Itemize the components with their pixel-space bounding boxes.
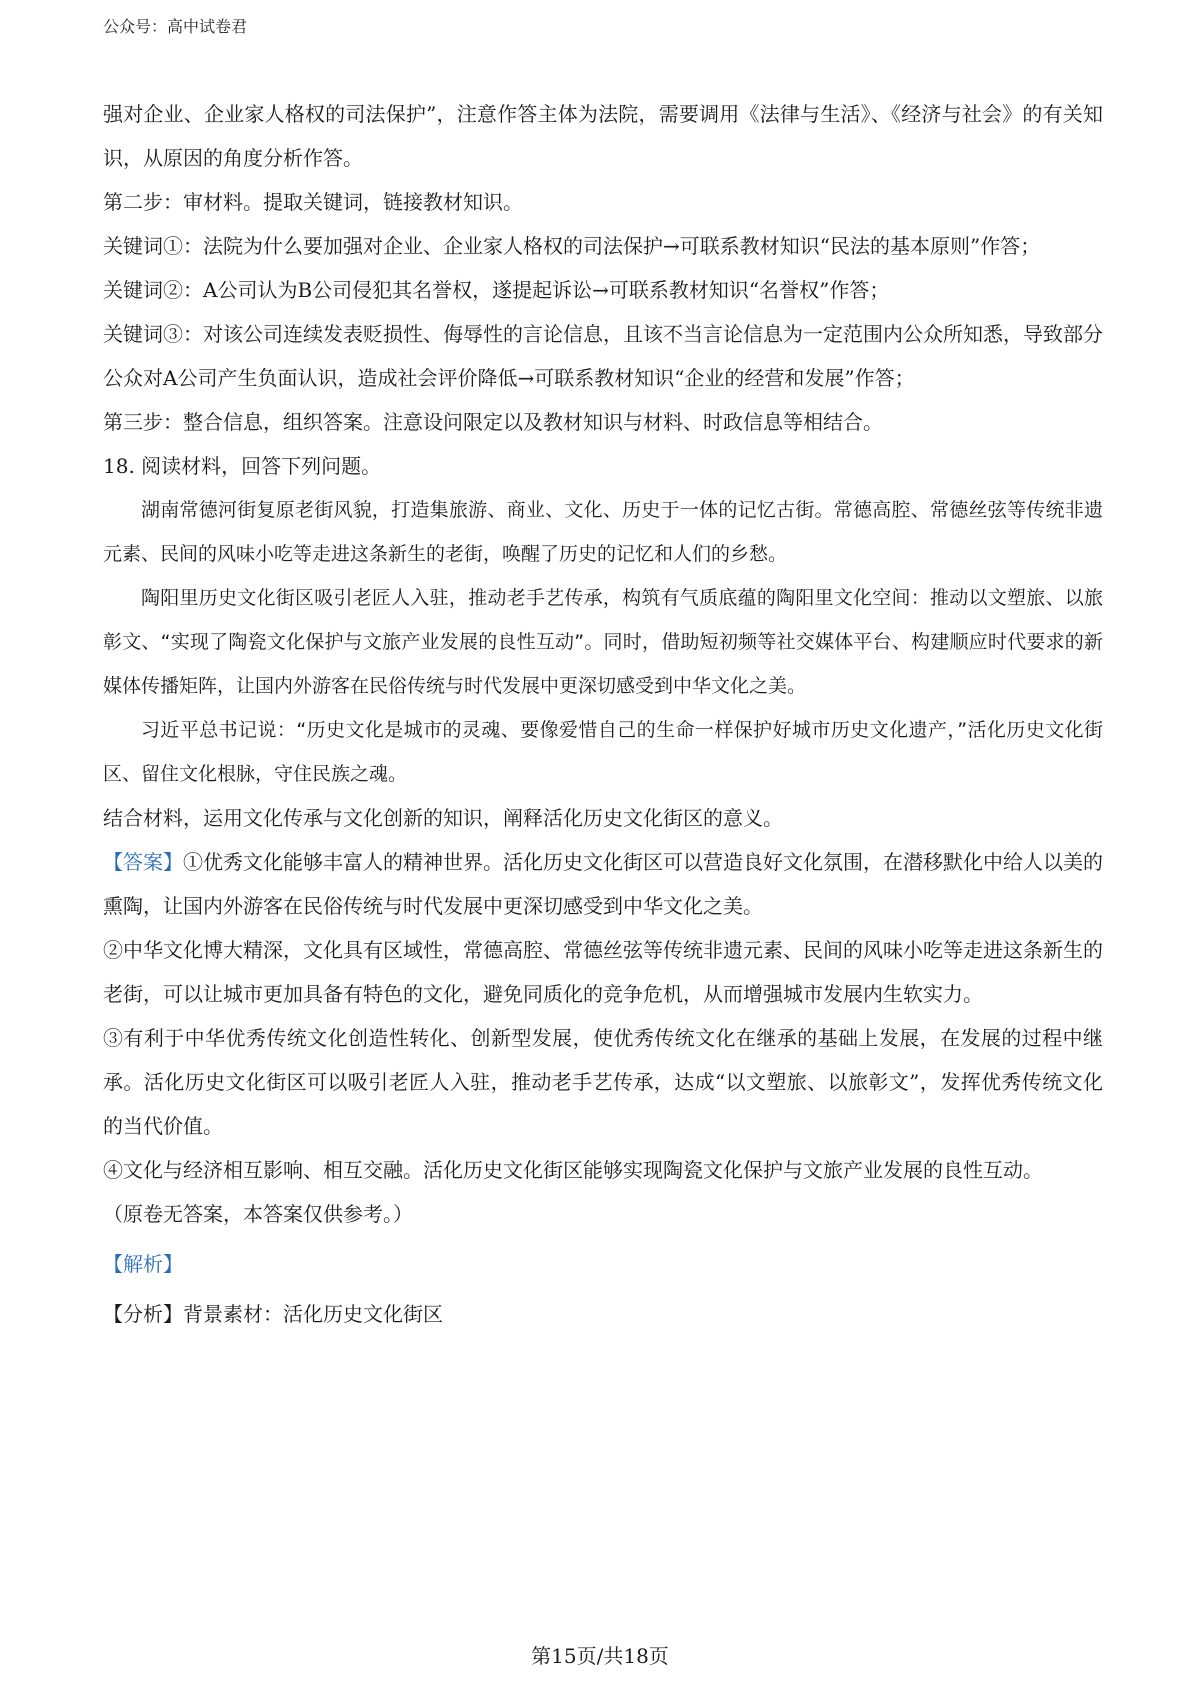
document-body: [103, 92, 1103, 1336]
analysis-step-2: 第二步：审材料。提取关键词，链接教材知识。: [103, 190, 523, 214]
material-paragraph-1: 湖南常德河街复原老街风貌，打造集旅游、商业、文化、历史于一体的记忆古街。常德高腔、常德丝弦等传统非遗元素、民间的风味小吃等走进这条新生的老街，唤醒了历史的记忆和人们的乡愁。: [103, 499, 1103, 565]
question-18-stem: 18. 阅读材料，回答下列问题。: [103, 454, 382, 478]
answer-note: （原卷无答案，本答案仅供参考。）: [103, 1202, 413, 1226]
page-number: 第15页/共18页: [531, 1644, 669, 1668]
analysis-tag: 【解析】: [103, 1252, 183, 1276]
analysis-heading: [103, 1242, 1103, 1286]
keyword-3: 关键词③：对该公司连续发表贬损性、侮辱性的言论信息，且该不当言论信息为一定范围内公众所知悉，导致部分公众对A公司产生负面认识，造成社会评价降低→可联系教材知识“企业的经营和发展”作答；: [103, 322, 1103, 390]
answer-3: ③有利于中华优秀传统文化创造性转化、创新型发展，使优秀传统文化在继承的基础上发展，在发展的过程中继承。活化历史文化街区可以吸引老匠人入驻，推动老手艺传承，达成“以文塑旅、以旅彰文”，发挥优秀传统文化的当代价值。: [103, 1026, 1103, 1138]
fenxi-text: 背景素材：活化历史文化街区: [183, 1302, 443, 1326]
answer-tag: 【答案】: [103, 850, 183, 874]
keyword-2: 关键词②：A公司认为B公司侵犯其名誉权，遂提起诉讼→可联系教材知识“名誉权”作答；: [103, 278, 890, 302]
answer-1: [103, 840, 1103, 928]
answer-4: ④文化与经济相互影响、相互交融。活化历史文化街区能够实现陶瓷文化保护与文旅产业发展的良性互动。: [103, 1158, 1043, 1182]
fenxi-tag: 【分析】: [103, 1302, 183, 1326]
question-18-prompt: 结合材料，运用文化传承与文化创新的知识，阐释活化历史文化街区的意义。: [103, 806, 783, 830]
answer-1-text: ①优秀文化能够丰富人的精神世界。活化历史文化街区可以营造良好文化氛围，在潜移默化中给人以美的熏陶，让国内外游客在民俗传统与时代发展中更深切感受到中华文化之美。: [103, 850, 1103, 918]
analysis-fenxi: [103, 1292, 1103, 1336]
keyword-1: 关键词①：法院为什么要加强对企业、企业家人格权的司法保护→可联系教材知识“民法的基本原则”作答；: [103, 234, 1041, 258]
material-paragraph-2: 陶阳里历史文化街区吸引老匠人入驻，推动老手艺传承，构筑有气质底蕴的陶阳里文化空间：推动以文塑旅、以旅彰文、“实现了陶瓷文化保护与文旅产业发展的良性互动”。同时，借助短初频等社交媒体平台、构建顺应时代要求的新媒体传播矩阵，让国内外游客在民俗传统与时代发展中更深切感受到中华文化之美。: [103, 587, 1103, 697]
material-paragraph-3: 习近平总书记说：“历史文化是城市的灵魂、要像爱惜自己的生命一样保护好城市历史文化遗产，”活化历史文化街区、留住文化根脉，守住民族之魂。: [103, 719, 1103, 785]
source-header: 公众号：高中试卷君: [103, 17, 248, 36]
analysis-continuation: 强对企业、企业家人格权的司法保护”，注意作答主体为法院，需要调用《法律与生活》、《经济与社会》的有关知识，从原因的角度分析作答。: [103, 102, 1103, 170]
answer-2: ②中华文化博大精深，文化具有区域性，常德高腔、常德丝弦等传统非遗元素、民间的风味小吃等走进这条新生的老街，可以让城市更加具备有特色的文化，避免同质化的竞争危机，从而增强城市发展内生软实力。: [103, 938, 1103, 1006]
analysis-step-3: 第三步：整合信息，组织答案。注意设问限定以及教材知识与材料、时政信息等相结合。: [103, 410, 883, 434]
